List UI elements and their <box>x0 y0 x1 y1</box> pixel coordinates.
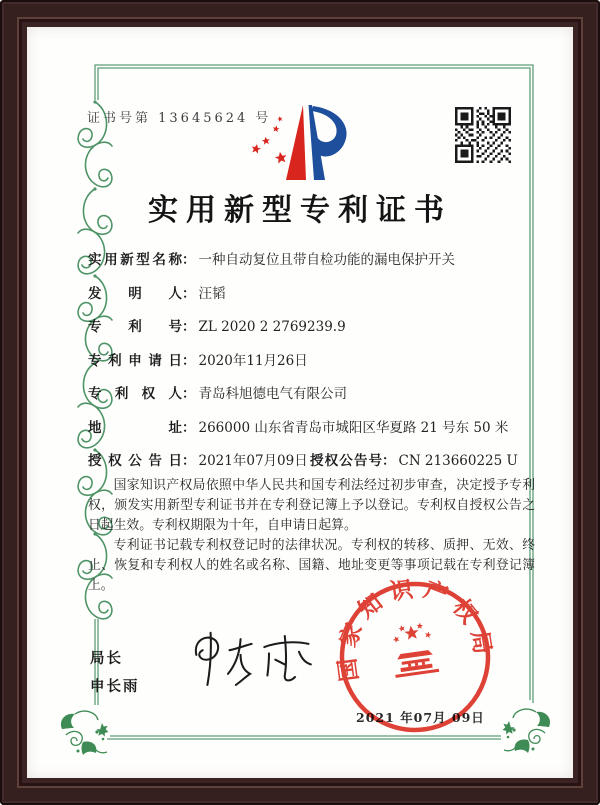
field-filing-date: 专利申请日 ： 2020年11月26日 <box>88 352 308 369</box>
field-address: 地址 ： 266000 山东省青岛市城阳区华夏路 21 号东 50 米 <box>88 419 509 436</box>
director-block <box>90 645 140 701</box>
director-title: 局长 <box>90 650 123 667</box>
field-patent-number: 专利号 ： ZL 2020 2 2769239.9 <box>88 319 346 335</box>
qr-code-icon <box>455 107 511 163</box>
field-grant-announcement: 授权公告日 ： 2021年07月09日 授权公告号 ： CN 213660225 U <box>88 453 518 469</box>
certificate-number: 证书号第 13645624 号 <box>87 111 272 126</box>
director-name: 申长雨 <box>90 678 140 695</box>
legal-paragraph-1: 国家知识产权局依照中华人民共和国专利法经过初步审查，决定授予专利权，颁发实用新型专利证书并在专利登记簿上予以登记。专利权自授权公告之日起生效。专利权期限为十年，自申请日起算。 <box>88 478 535 533</box>
seal-date: 2021 年07月 09日 <box>356 710 485 725</box>
director-signature-icon <box>179 619 329 709</box>
legal-paragraph-2: 专利证书记载专利权登记时的法律状况。专利权的转移、质押、无效、终止、恢复和专利权人的姓名或名称、国籍、地址变更等事项记载在专利登记簿上。 <box>88 538 535 593</box>
certificate-paper <box>27 27 573 778</box>
certificate-fields <box>88 251 536 486</box>
official-seal-icon <box>325 567 506 748</box>
field-utility-model-name: 实用新型名称 ： 一种自动复位且带自检功能的漏电保护开关 <box>88 252 455 268</box>
seal-ring-text: 国家知识产权局 <box>332 574 498 683</box>
cnipa-patent-logo-icon <box>235 97 356 185</box>
field-grant-number: 授权公告号 ： CN 213660225 U <box>310 453 518 469</box>
certificate-title: 实用新型专利证书 <box>148 193 452 228</box>
field-inventor: 发明人 ： 汪韬 <box>88 285 226 302</box>
field-patentee: 专利权人 ： 青岛科旭德电气有限公司 <box>88 386 347 402</box>
national-emblem-icon <box>388 620 439 678</box>
